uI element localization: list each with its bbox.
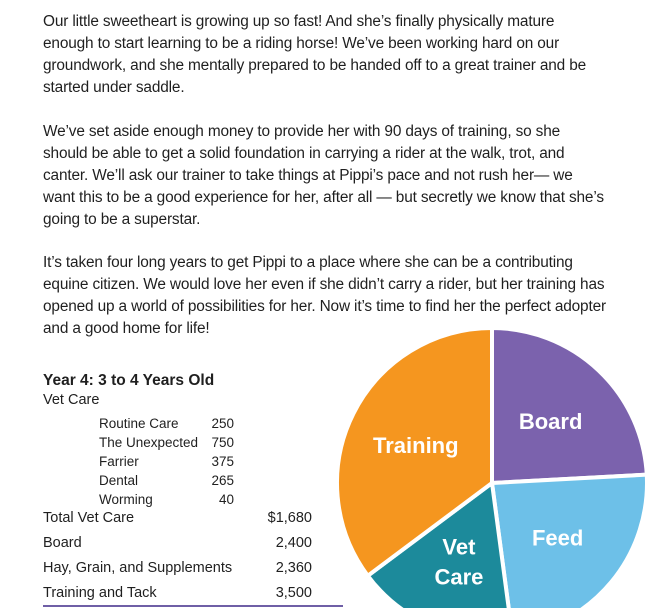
vet-item-label: Farrier xyxy=(99,454,139,469)
vet-item-value: 375 xyxy=(211,454,234,469)
pie-label-feed: Feed xyxy=(531,525,584,551)
total-value: 2,400 xyxy=(275,535,312,551)
vet-item-value: 250 xyxy=(211,416,234,431)
paragraph-3: It’s taken four long years to get Pippi to a place where she can be a contributing equine citizen. We would love her even if she didn’t carry a rider, but her training has opened up a world of possibilities for her. Now it’s time to find her the perfect adopter and a good home for life! xyxy=(43,254,606,337)
total-value: 3,500 xyxy=(275,585,312,601)
vet-item-label: The Unexpected xyxy=(99,435,199,450)
vet-item-label: Dental xyxy=(99,473,139,488)
total-label: Board xyxy=(43,535,82,551)
vet-item-value: 40 xyxy=(218,492,234,507)
total-label: Hay, Grain, and Supplements xyxy=(43,560,233,576)
budget-heading: Year 4: 3 to 4 Years Old xyxy=(43,372,215,389)
pie-label-board: Board xyxy=(518,409,583,435)
vet-item-value: 750 xyxy=(211,435,234,450)
paragraph-2: We’ve set aside enough money to provide her with 90 days of training, so she should be able to get a solid foundation in carrying a rider at the walk, trot, and canter. We’ll ask our trainer to take things at Pippi’s pace and not rush her— we want this to be a good experience for her, after all — but secretly we know that she’s going to be a superstar. xyxy=(43,123,604,228)
vet-item-label: Routine Care xyxy=(99,416,179,431)
pie-label-vet-care: Vet Care xyxy=(434,534,484,590)
total-label: Total Vet Care xyxy=(43,510,135,526)
pie-slice-board xyxy=(492,328,647,483)
total-label: Training and Tack xyxy=(43,585,157,601)
total-value: $1,680 xyxy=(267,510,312,526)
vet-item-value: 265 xyxy=(211,473,234,488)
paragraph-1: Our little sweetheart is growing up so fast! And she’s finally physically mature enough to start learning to be a riding horse! We’ve been working hard on our groundwork, and she mentally prepared to be handed off to a great trainer and be started under saddle. xyxy=(43,13,587,96)
vet-item-label: Worming xyxy=(99,492,153,507)
vet-care-label: Vet Care xyxy=(43,392,100,408)
pie-label-training: Training xyxy=(373,432,459,458)
total-value: 2,360 xyxy=(275,560,312,576)
